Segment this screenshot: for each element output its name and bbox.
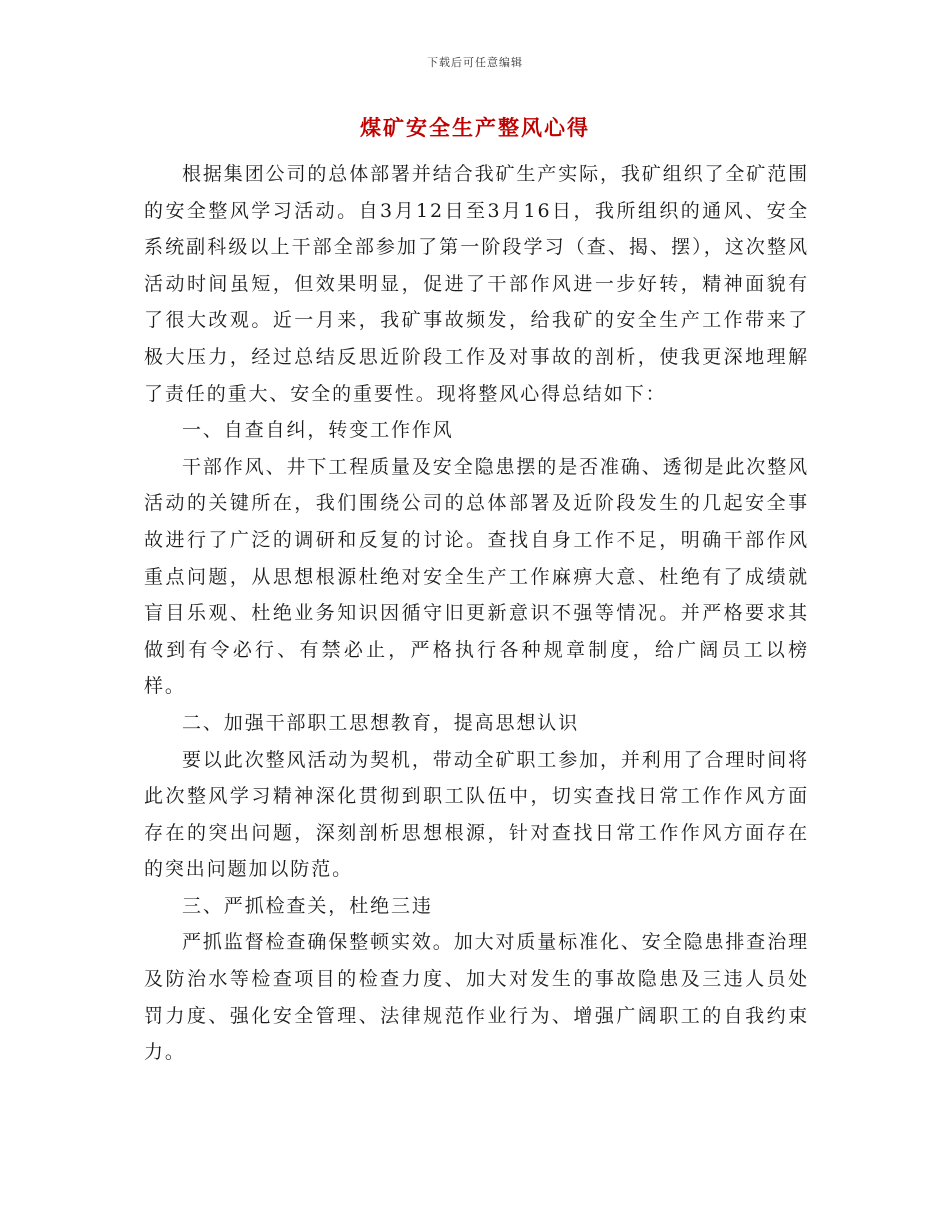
- section-heading-2: 二、加强干部职工思想教育，提高思想认识: [182, 711, 580, 734]
- section-paragraph-3: 严抓监督检查确保整顿实效。加大对质量标准化、安全隐患排查治理及防治水等检查项目的检查力度、加大对发生的事故隐患及三违人员处罚力度、强化安全管理、法律规范作业行为、增强广阔职工的自我约束力。: [144, 931, 810, 1064]
- section-heading-1: 一、自查自纠，转变工作作风: [182, 419, 454, 442]
- document-body: [144, 156, 809, 1071]
- header-note: 下载后可任意编辑: [427, 56, 523, 69]
- section-paragraph-2: 要以此次整风活动为契机，带动全矿职工参加，并利用了合理时间将此次整风学习精神深化贯彻到职工队伍中，切实查找日常工作作风方面存在的突出问题，深刻剖析思想根源，针对查找日常工作作风方面存在的突出问题加以防范。: [144, 748, 810, 881]
- document-title: 煤矿安全生产整风心得: [360, 115, 590, 140]
- intro-paragraph: 根据集团公司的总体部署并结合我矿生产实际，我矿组织了全矿范围的安全整风学习活动。自3月12日至3月16日，我所组织的通风、安全系统副科级以上干部全部参加了第一阶段学习（查、揭、摆），这次整风活动时间虽短，但效果明显，促进了干部作风进一步好转，精神面貌有了很大改观。近一月来，我矿事故频发，给我矿的安全生产工作带来了极大压力，经过总结反思近阶段工作及对事故的剖析，使我更深地理解了责任的重大、安全的重要性。现将整风心得总结如下：: [144, 163, 810, 405]
- section-heading-3: 三、严抓检查关，杜绝三违: [182, 894, 433, 917]
- section-paragraph-1: 干部作风、井下工程质量及安全隐患摆的是否准确、透彻是此次整风活动的关键所在，我们围绕公司的总体部署及近阶段发生的几起安全事故进行了广泛的调研和反复的讨论。查找自身工作不足，明确干部作风重点问题，从思想根源杜绝对安全生产工作麻痹大意、杜绝有了成绩就盲目乐观、杜绝业务知识因循守旧更新意识不强等情况。并严格要求其做到有令必行、有禁必止，严格执行各种规章制度，给广阔员工以榜样。: [144, 455, 810, 698]
